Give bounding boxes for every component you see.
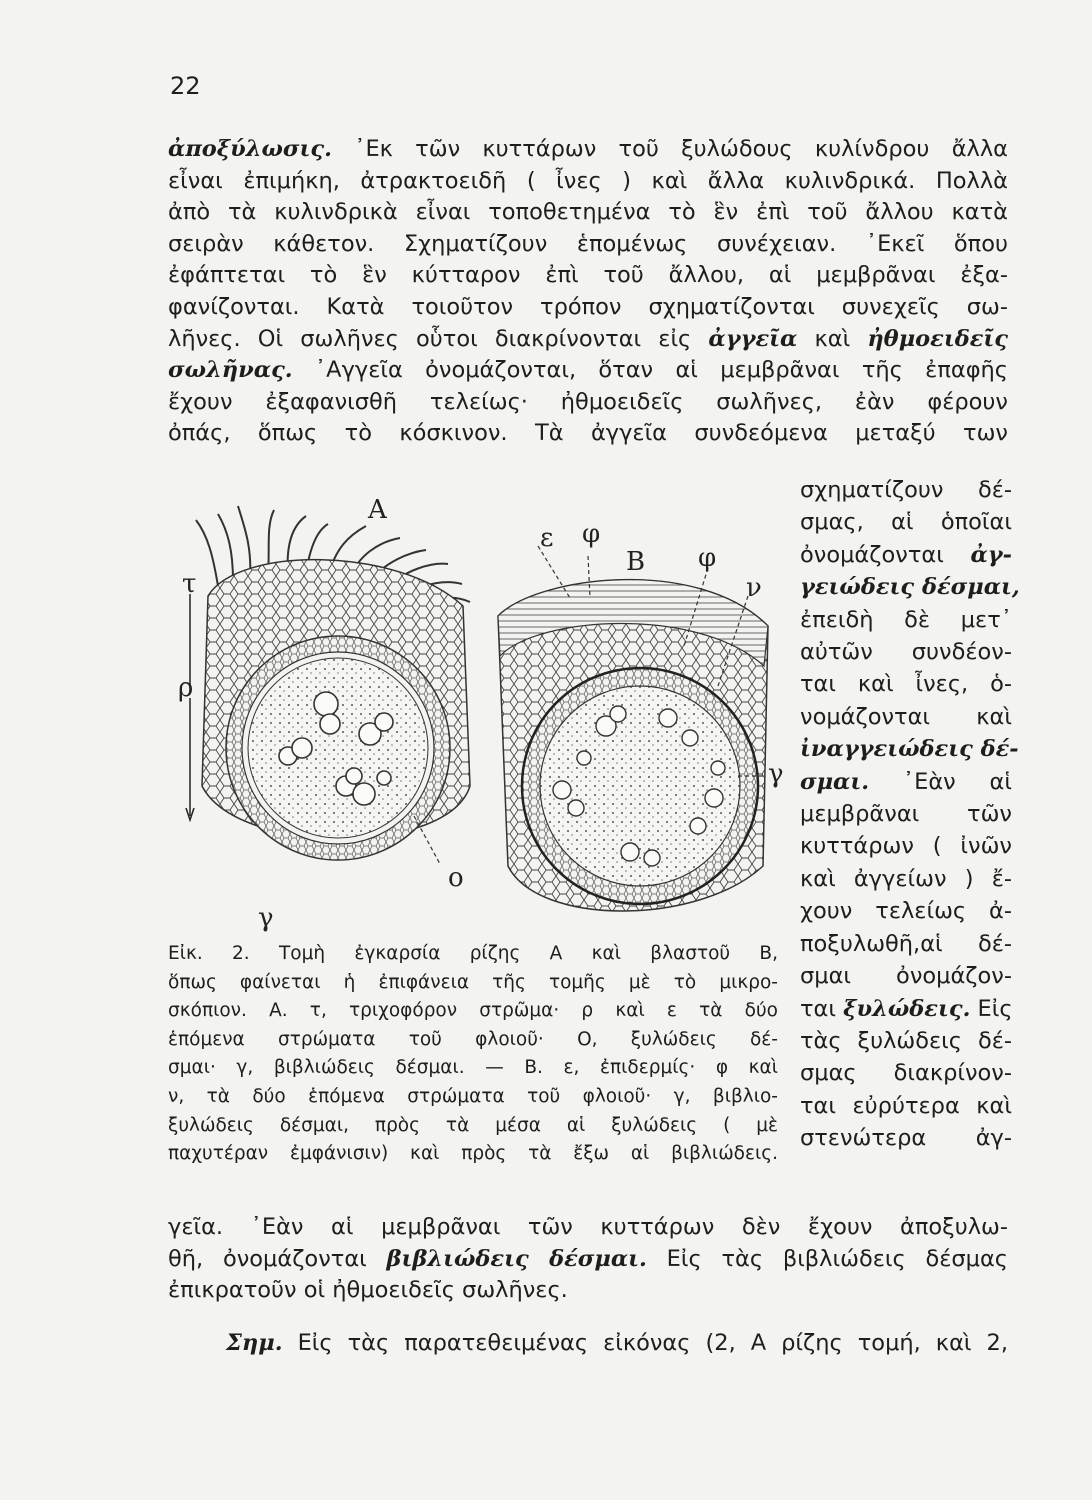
label-phi-2: φ — [698, 543, 717, 573]
text-line: μεμβρᾶναι τῶν — [800, 801, 1012, 828]
top-paragraph — [168, 134, 1008, 450]
text-line: Σημ. Εἰς τὰς παρατεθειμένας εἰκόνας (2, Α ρίζης τομή, καὶ 2, — [226, 1330, 1008, 1356]
label-omicron: ο — [448, 863, 464, 893]
label-rho: ρ — [178, 673, 194, 703]
caption-line: ν, τὰ δύο ἑπόμενα στρώματα τοῦ φλοιοῦ· γ, βιβλιο- — [168, 1085, 778, 1107]
text-line: λῆνες. Οἱ σωλῆνες οὗτοι διακρίνονται εἰς ἀγγεῖα καὶ ἠθμοειδεῖς — [168, 325, 1009, 352]
side-column — [800, 474, 1020, 1155]
text-line: ποξυλωθῆ,αἱ δέ- — [800, 930, 1012, 957]
text-line: σειρὰν κάθετον. Σχηματίζουν ἑπομένως συνέχειαν. ᾿Εκεῖ ὅπου — [168, 230, 1008, 257]
caption-line: ξυλώδεις δέσμαι, πρὸς τὰ μέσα αἱ ξυλώδεις ( μὲ — [168, 1114, 778, 1136]
text-line: χουν τελείως ἀ- — [800, 898, 1012, 925]
text-line: ὀνομάζονται ἀγ- — [800, 541, 1012, 568]
root-section-A — [186, 506, 470, 864]
label-tau: τ — [182, 569, 197, 599]
caption-line: ἑπόμενα στρώματα τοῦ φλοιοῦ· Ο, ξυλώδεις δέ- — [168, 1028, 778, 1050]
label-gamma-stem: γ — [768, 759, 784, 789]
caption-line: Εἰκ. 2. Τομὴ ἐγκαρσία ρίζης Α καὶ βλαστοῦ Β, — [168, 943, 778, 964]
page-number: 22 — [170, 72, 201, 100]
vascular-cylinder — [248, 658, 428, 838]
text-line: εἶναι ἐπιμήκη, ἀτρακτοειδῆ ( ἶνες ) καὶ ἄλλα κυλινδρικά. Πολλὰ — [168, 167, 1008, 194]
label-A: A — [368, 495, 387, 525]
label-nu: ν — [746, 573, 762, 603]
label-B: B — [626, 547, 646, 577]
text-line: ἐπικρατοῦν οἱ ἠθμοειδεῖς σωλῆνες. — [168, 1277, 568, 1304]
caption-line: σμαι· γ, βιβλιώδεις δέσμαι. — Β. ε, ἐπιδερμίς· φ καὶ — [168, 1057, 778, 1079]
caption-line: ὅπως φαίνεται ἡ ἐπιφάνεια τῆς τομῆς μὲ τὸ μικρο- — [168, 971, 778, 993]
text-line: κυττάρων ( ἰνῶν — [800, 833, 1012, 860]
text-line: σμαι. ᾿Εὰν αἱ — [800, 768, 1012, 795]
stem-section-B — [498, 546, 768, 911]
text-line: ἰναγγειώδεις δέ- — [800, 736, 1019, 763]
text-line: ἀποξύλωσις. ᾿Εκ τῶν κυττάρων τοῦ ξυλώδους κυλίνδρου ἄλλα — [168, 136, 1008, 162]
text-line: ἐπειδὴ δὲ μετ᾿ — [800, 606, 1012, 633]
text-line: τὰς ξυλώδεις δέ- — [800, 1027, 1012, 1054]
label-epsilon: ε — [540, 523, 554, 553]
text-line: ται εὐρύτερα καὶ — [800, 1092, 1012, 1119]
text-line: σμας, αἱ ὁποῖαι — [800, 509, 1012, 536]
text-line: σωλῆνας. ᾿Αγγεῖα ὀνομάζονται, ὅταν αἱ μεμβρᾶναι τῆς ἐπαφῆς — [168, 357, 1008, 384]
text-line: στενώτερα ἀγ- — [800, 1125, 1012, 1152]
bottom-paragraph — [168, 1212, 1008, 1307]
figure-caption — [168, 940, 778, 1169]
note-paragraph — [168, 1328, 1008, 1360]
cross-section-figure — [178, 486, 788, 936]
text-line: νομάζονται καὶ — [800, 703, 1012, 730]
text-line: ται ξυλώδεις. Εἰς — [800, 995, 1013, 1022]
text-line: γειώδεις δέσμαι, — [800, 574, 1020, 601]
text-line: φανίζονται. Κατὰ τοιοῦτον τρόπον σχηματίζονται συνεχεῖς σω- — [168, 293, 1008, 320]
text-line: ἐφάπτεται τὸ ἓν κύτταρον ἐπὶ τοῦ ἄλλου, αἱ μεμβρᾶναι ἐξα- — [168, 262, 1008, 289]
caption-line: σκόπιον. Α. τ, τριχοφόρον στρῶμα· ρ καὶ ε τὰ δύο — [168, 1000, 778, 1022]
text-line: σχηματίζουν δέ- — [800, 477, 1012, 503]
text-line: ται καὶ ἶνες, ὁ- — [800, 671, 1012, 698]
text-line: καὶ ἀγγείων ) ἔ- — [800, 865, 1012, 892]
text-line: ἔχουν ἐξαφανισθῆ τελείως· ἠθμοειδεῖς σωλῆνες, ἐὰν φέρουν — [168, 388, 1008, 415]
text-line: σμας διακρίνον- — [800, 1060, 1012, 1087]
text-line: ὀπάς, ὅπως τὸ κόσκινον. Τὰ ἀγγεῖα συνδεόμενα μεταξύ των — [168, 420, 1008, 447]
text-line: ἀπὸ τὰ κυλινδρικὰ εἶναι τοποθετημένα τὸ ἓν ἐπὶ τοῦ ἄλλου κατὰ — [168, 199, 1008, 226]
text-line: σμαι ὀνομάζον- — [800, 963, 1012, 990]
text-line: αὐτῶν συνδέον- — [800, 639, 1012, 666]
text-line: θῆ, ὀνομάζονται βιβλιώδεις δέσμαι. Εἰς τὰς βιβλιώδεις δέσμας — [168, 1245, 1008, 1272]
label-phi-1: φ — [582, 519, 601, 549]
caption-line: παχυτέραν ἐμφάνισιν) καὶ πρὸς τὰ ἔξω αἱ βιβλιώδεις. — [168, 1143, 778, 1165]
label-gamma-root: γ — [258, 903, 274, 933]
text-line: γεῖα. ᾿Εὰν αἱ μεμβρᾶναι τῶν κυττάρων δὲν ἔχουν ἀποξυλω- — [168, 1214, 1008, 1240]
